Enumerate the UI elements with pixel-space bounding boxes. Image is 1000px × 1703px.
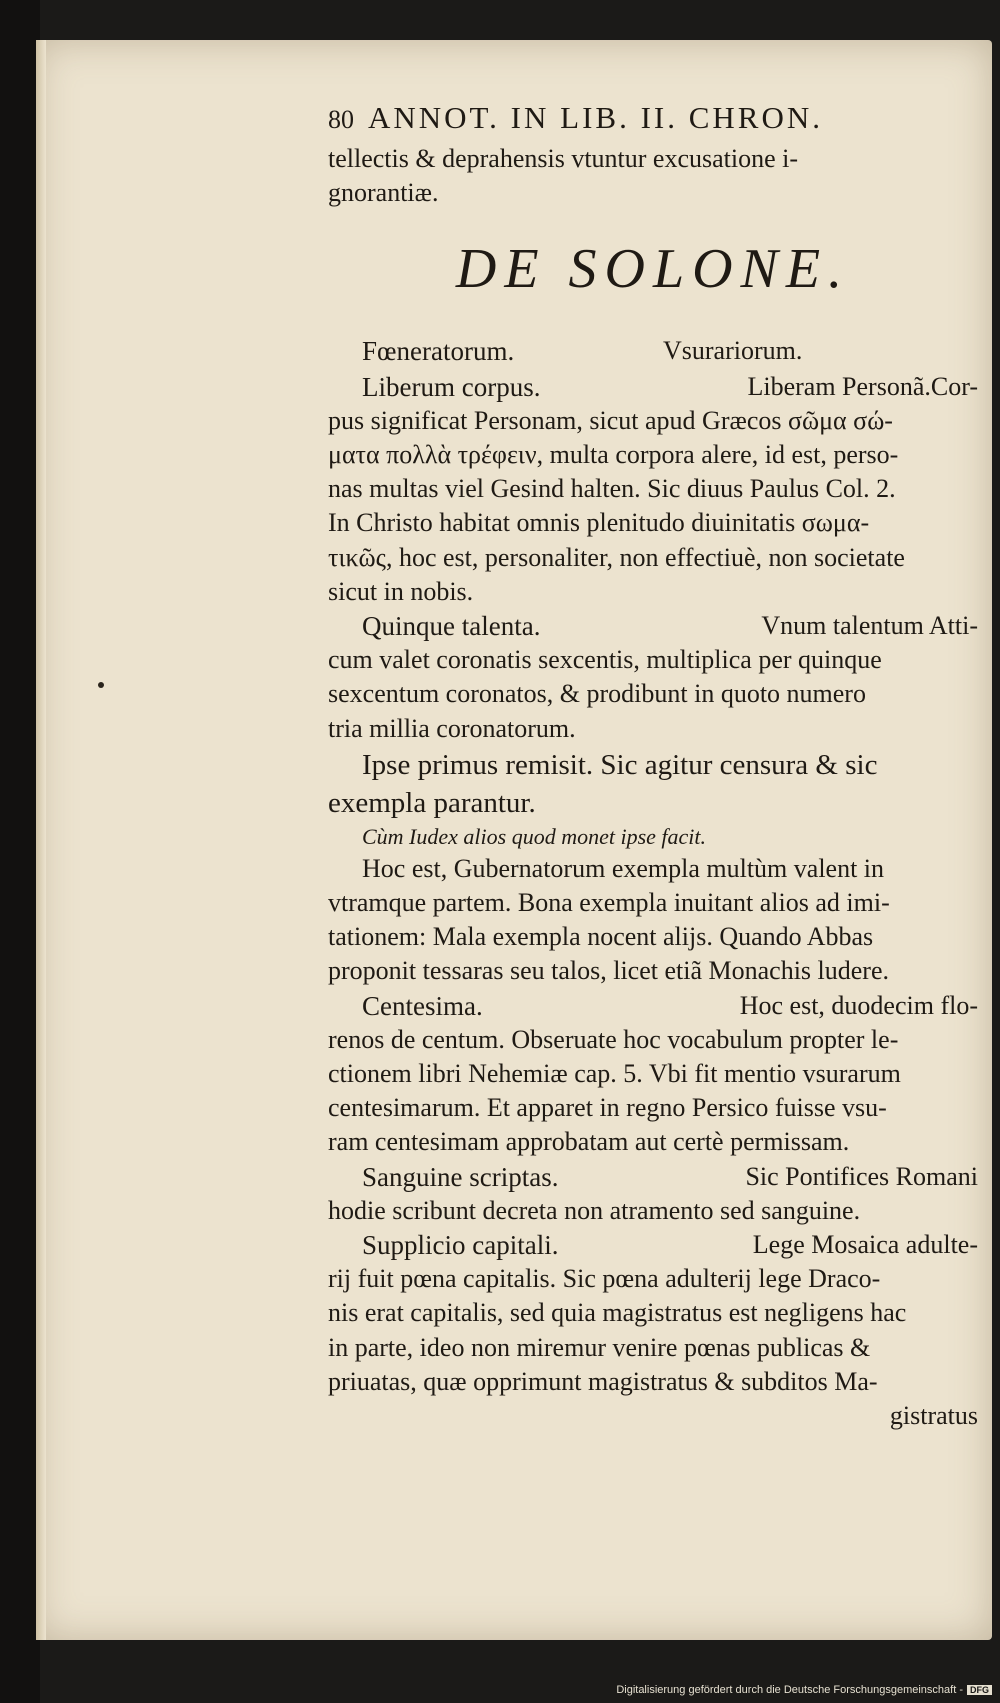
running-title: ANNOT. IN LIB. II. CHRON. <box>368 100 823 135</box>
text-line: exempla parantur. <box>328 786 536 819</box>
text-line: rij fuit pœna capitalis. Sic pœna adulterij lege Draco- <box>328 1264 881 1294</box>
entry-first-line <box>328 1160 978 1194</box>
lemma: Liberum corpus. <box>362 371 541 402</box>
text-line: ctionem libri Nehemiæ cap. 5. Vbi fit mentio vsurarum <box>328 1059 901 1089</box>
text-line: hodie scribunt decreta non atramento sed sanguine. <box>328 1195 861 1225</box>
footer-text: Digitalisierung gefördert durch die Deutsche Forschungsgemeinschaft - <box>616 1684 963 1696</box>
entry-first-line <box>328 334 978 369</box>
gloss: Vsurariorum. <box>663 336 803 366</box>
text-line: sicut in nobis. <box>328 576 474 606</box>
gloss: Vnum talentum Atti- <box>761 611 978 641</box>
dfg-logo: DFG <box>967 1685 992 1695</box>
page-number: 80 <box>328 105 354 134</box>
page-edge <box>36 40 46 1640</box>
text-line: in parte, ideo non miremur venire pœnas publicas & <box>328 1332 871 1362</box>
gloss: Sic Pontifices Romani <box>745 1161 978 1191</box>
text-line: ram centesimam approbatam aut certè permissam. <box>328 1127 850 1157</box>
entry-first-line <box>328 609 978 643</box>
text-line: tationem: Mala exempla nocent alijs. Quando Abbas <box>328 922 874 952</box>
lemma: Quinque talenta. <box>362 611 541 642</box>
scan-background <box>0 0 40 1703</box>
text-line: renos de centum. Obseruate hoc vocabulum propter le- <box>328 1024 899 1054</box>
text-line: tellectis & deprahensis vtuntur excusatione i- <box>328 144 799 173</box>
entry-first-line <box>328 989 978 1023</box>
text-line: cum valet coronatis sexcentis, multiplica per quinque <box>328 645 882 675</box>
text-line: tria millia coronatorum. <box>328 713 576 743</box>
text-line: pus significat Personam, sicut apud Græcos σῶμα σώ- <box>328 405 893 435</box>
lemma: Fœneratorum. <box>362 336 515 367</box>
page-text <box>328 96 978 1433</box>
lemma: Supplicio capitali. <box>362 1230 559 1261</box>
entry-first-line <box>328 1228 978 1262</box>
text-line: vtramque partem. Bona exempla inuitant alios ad imi- <box>328 888 890 918</box>
text-line: centesimarum. Et apparet in regno Persico fuisse vsu- <box>328 1093 887 1123</box>
text-line: In Christo habitat omnis plenitudo diuinitatis σωμα- <box>328 508 870 538</box>
text-line: Hoc est, Gubernatorum exempla multùm valent in <box>362 853 885 883</box>
entry-first-line <box>328 370 978 404</box>
ink-spot <box>98 682 104 688</box>
gloss: Hoc est, duodecim flo- <box>739 990 978 1020</box>
section-title: DE SOLONE. <box>455 238 851 301</box>
text-line: proponit tessaras seu talos, licet etiã Monachis ludere. <box>328 956 890 986</box>
lemma: Sanguine scriptas. <box>362 1161 559 1192</box>
text-line: τικῶς, hoc est, personaliter, non effectiuè, non societate <box>328 542 905 572</box>
text-line: gnorantiæ. <box>328 178 439 208</box>
text-line: priuatas, quæ opprimunt magistratus & subditos Ma- <box>328 1366 878 1396</box>
catchword: gistratus <box>889 1401 978 1431</box>
gloss: Liberam Personã.Cor- <box>747 371 978 401</box>
text-line: nis erat capitalis, sed quia magistratus est negligens hac <box>328 1298 907 1328</box>
text-line: Ipse primus remisit. Sic agitur censura & sic <box>362 748 878 781</box>
text-line: nas multas viel Gesind halten. Sic diuus Paulus Col. 2. <box>328 474 896 504</box>
text-line: ματα πολλὰ τρέφειν, multa corpora alere, id est, perso- <box>328 440 899 470</box>
verse-line: Cùm Iudex alios quod monet ipse facit. <box>362 823 707 849</box>
lemma: Centesima. <box>362 990 483 1021</box>
running-head <box>328 96 978 142</box>
gloss: Lege Mosaica adulte- <box>752 1230 978 1260</box>
text-line: sexcentum coronatos, & prodibunt in quoto numero <box>328 679 866 709</box>
digitization-footer <box>600 1684 992 1702</box>
